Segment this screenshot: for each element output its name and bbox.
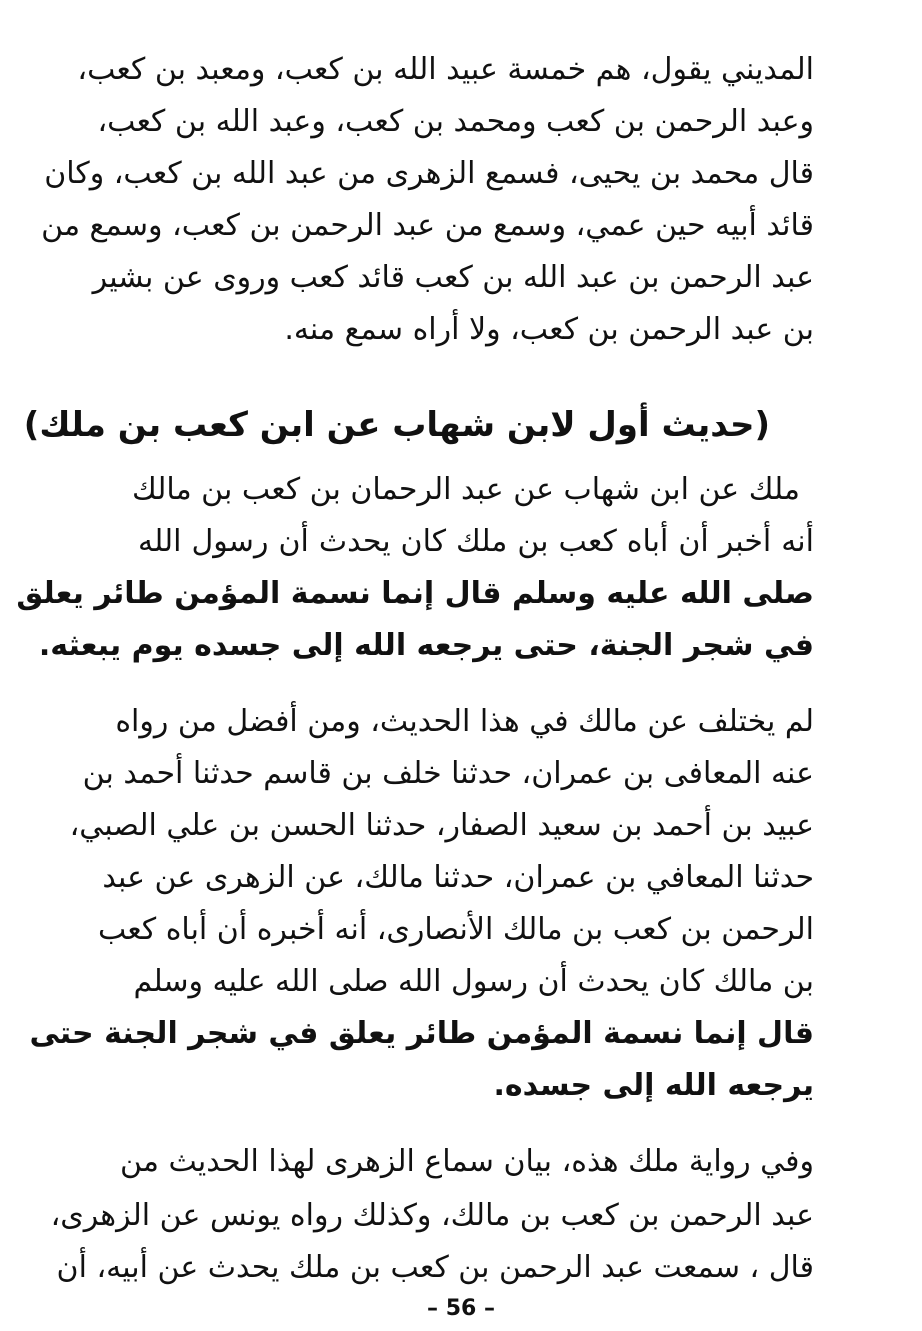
page-number: – 56 –: [427, 1296, 495, 1321]
text-line: وعبد الرحمن بن كعب ومحمد بن كعب، وعبد الله بن كعب،: [97, 104, 814, 139]
text-line: يرجعه الله إلى جسده.: [493, 1068, 814, 1103]
text-line: المديني يقول، هم خمسة عبيد الله بن كعب، ومعبد بن كعب،: [77, 52, 814, 87]
text-line: عبد الرحمن بن عبد الله بن كعب قائد كعب وروى عن بشير: [92, 260, 814, 295]
text-line: الرحمن بن كعب بن مالك الأنصارى، أنه أخبره أن أباه كعب: [97, 912, 814, 947]
text-line: بن عبد الرحمن بن كعب، ولا أراه سمع منه.: [284, 312, 814, 347]
text-line: عبيد بن أحمد بن سعيد الصفار، حدثنا الحسن بن علي الصبي،: [69, 808, 814, 843]
hadith-line: أنه أخبر أن أباه كعب بن ملك كان يحدث أن رسول الله: [138, 524, 814, 559]
text-line: بن مالك كان يحدث أن رسول الله صلى الله عليه وسلم: [133, 964, 814, 999]
text-line: قال محمد بن يحيى، فسمع الزهرى من عبد الله بن كعب، وكان: [44, 156, 814, 191]
text-line: حدثنا المعافي بن عمران، حدثنا مالك، عن الزهرى عن عبد: [102, 860, 814, 895]
text-line: عبد الرحمن بن كعب بن مالك، وكذلك رواه يونس عن الزهرى،: [50, 1198, 814, 1233]
hadith-line: صلى الله عليه وسلم قال إنما نسمة المؤمن طائر يعلق: [16, 576, 814, 611]
section-heading: (حديث أول لابن شهاب عن ابن كعب بن ملك): [23, 405, 770, 445]
text-line: عنه المعافى بن عمران، حدثنا خلف بن قاسم حدثنا أحمد بن: [82, 756, 814, 791]
text-line: قال ، سمعت عبد الرحمن بن كعب بن ملك يحدث عن أبيه، أن: [56, 1250, 814, 1285]
hadith-line: في شجر الجنة، حتى يرجعه الله إلى جسده يوم يبعثه.: [38, 628, 814, 663]
text-line: قائد أبيه حين عمي، وسمع من عبد الرحمن بن كعب، وسمع من: [41, 208, 814, 243]
text-line: وفي رواية ملك هذه، بيان سماع الزهرى لهذا الحديث من: [120, 1144, 814, 1179]
text-line: لم يختلف عن مالك في هذا الحديث، ومن أفضل من رواه: [115, 704, 814, 739]
hadith-line: ملك عن ابن شهاب عن عبد الرحمان بن كعب بن مالك: [132, 472, 800, 507]
text-line: قال إنما نسمة المؤمن طائر يعلق في شجر الجنة حتى: [29, 1016, 814, 1051]
